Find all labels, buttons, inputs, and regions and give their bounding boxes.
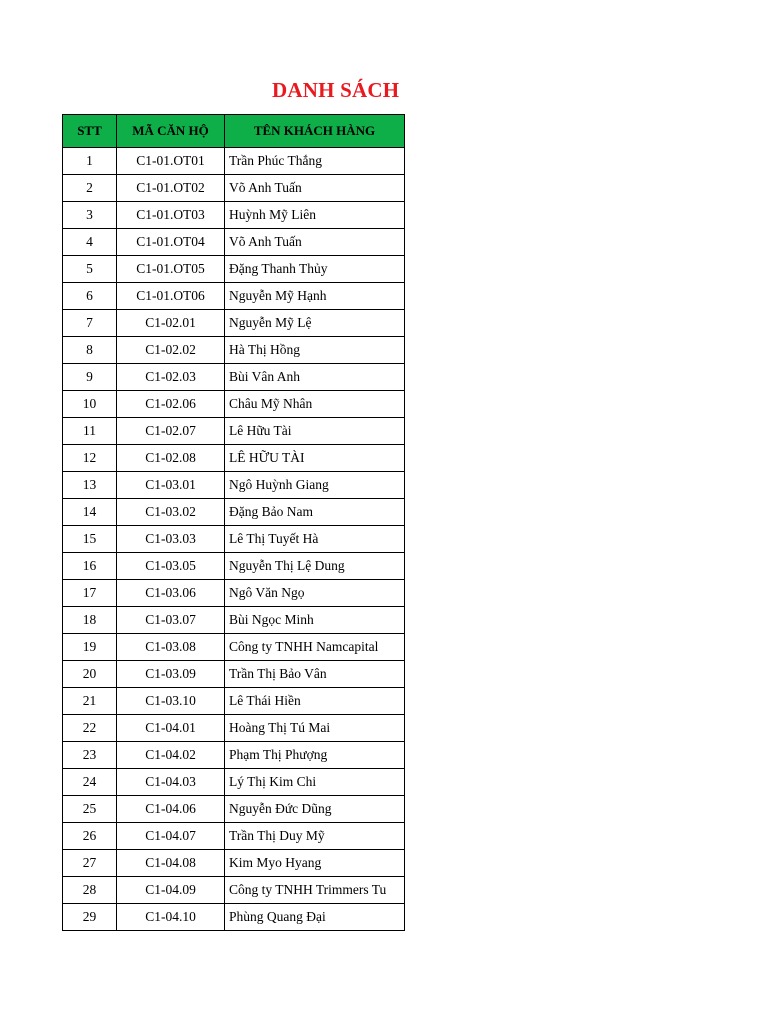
cell-ma-can-ho: C1-03.05 — [117, 553, 225, 580]
cell-ten-khach-hang: LÊ HỮU TÀI — [225, 445, 405, 472]
cell-stt: 17 — [63, 580, 117, 607]
cell-ma-can-ho: C1-04.02 — [117, 742, 225, 769]
cell-ma-can-ho: C1-04.06 — [117, 796, 225, 823]
cell-ma-can-ho: C1-02.01 — [117, 310, 225, 337]
cell-ma-can-ho: C1-04.07 — [117, 823, 225, 850]
cell-stt: 13 — [63, 472, 117, 499]
cell-ma-can-ho: C1-03.09 — [117, 661, 225, 688]
cell-stt: 27 — [63, 850, 117, 877]
cell-stt: 16 — [63, 553, 117, 580]
cell-ten-khach-hang: Võ Anh Tuấn — [225, 229, 405, 256]
cell-ma-can-ho: C1-04.10 — [117, 904, 225, 931]
table-row — [63, 877, 405, 904]
cell-ma-can-ho: C1-01.OT04 — [117, 229, 225, 256]
cell-ten-khach-hang: Lý Thị Kim Chi — [225, 769, 405, 796]
cell-ma-can-ho: C1-03.07 — [117, 607, 225, 634]
cell-stt: 14 — [63, 499, 117, 526]
cell-ten-khach-hang: Hà Thị Hồng — [225, 337, 405, 364]
cell-ten-khach-hang: Lê Thái Hiền — [225, 688, 405, 715]
cell-stt: 9 — [63, 364, 117, 391]
cell-ten-khach-hang: Phạm Thị Phượng — [225, 742, 405, 769]
table-row — [63, 283, 405, 310]
table-row — [63, 337, 405, 364]
cell-ma-can-ho: C1-04.03 — [117, 769, 225, 796]
cell-ten-khach-hang: Lê Thị Tuyết Hà — [225, 526, 405, 553]
customer-table — [62, 114, 405, 931]
cell-ma-can-ho: C1-04.09 — [117, 877, 225, 904]
cell-ma-can-ho: C1-01.OT03 — [117, 202, 225, 229]
cell-stt: 5 — [63, 256, 117, 283]
cell-ten-khach-hang: Kim Myo Hyang — [225, 850, 405, 877]
cell-stt: 29 — [63, 904, 117, 931]
page-title: DANH SÁCH — [272, 78, 400, 102]
table-row — [63, 769, 405, 796]
cell-stt: 4 — [63, 229, 117, 256]
cell-ten-khach-hang: Công ty TNHH Trimmers Tu — [225, 877, 405, 904]
cell-stt: 3 — [63, 202, 117, 229]
cell-ma-can-ho: C1-03.06 — [117, 580, 225, 607]
cell-ma-can-ho: C1-03.03 — [117, 526, 225, 553]
table-row — [63, 526, 405, 553]
column-header-ma-can-ho: MÃ CĂN HỘ — [117, 115, 225, 148]
cell-stt: 24 — [63, 769, 117, 796]
cell-ten-khach-hang: Trần Thị Duy Mỹ — [225, 823, 405, 850]
table-row — [63, 445, 405, 472]
cell-ten-khach-hang: Công ty TNHH Namcapital — [225, 634, 405, 661]
table-row — [63, 796, 405, 823]
cell-ma-can-ho: C1-02.08 — [117, 445, 225, 472]
table-row — [63, 364, 405, 391]
cell-stt: 19 — [63, 634, 117, 661]
cell-ten-khach-hang: Nguyễn Mỹ Hạnh — [225, 283, 405, 310]
column-header-ten-khach-hang: TÊN KHÁCH HÀNG — [225, 115, 405, 148]
cell-ten-khach-hang: Nguyễn Đức Dũng — [225, 796, 405, 823]
cell-stt: 1 — [63, 148, 117, 175]
table-row — [63, 175, 405, 202]
column-header-stt: STT — [63, 115, 117, 148]
table-row — [63, 688, 405, 715]
cell-ma-can-ho: C1-04.08 — [117, 850, 225, 877]
cell-ten-khach-hang: Nguyễn Mỹ Lệ — [225, 310, 405, 337]
table-row — [63, 229, 405, 256]
cell-ma-can-ho: C1-01.OT01 — [117, 148, 225, 175]
table-row — [63, 148, 405, 175]
cell-ten-khach-hang: Trần Phúc Thắng — [225, 148, 405, 175]
cell-stt: 25 — [63, 796, 117, 823]
table-row — [63, 580, 405, 607]
cell-ten-khach-hang: Đặng Thanh Thủy — [225, 256, 405, 283]
table-row — [63, 850, 405, 877]
cell-stt: 23 — [63, 742, 117, 769]
table-row — [63, 823, 405, 850]
table-row — [63, 256, 405, 283]
table-row — [63, 553, 405, 580]
cell-ten-khach-hang: Lê Hữu Tài — [225, 418, 405, 445]
table-row — [63, 742, 405, 769]
cell-stt: 21 — [63, 688, 117, 715]
cell-stt: 20 — [63, 661, 117, 688]
table-row — [63, 607, 405, 634]
table-row — [63, 418, 405, 445]
cell-ten-khach-hang: Phùng Quang Đại — [225, 904, 405, 931]
cell-ten-khach-hang: Võ Anh Tuấn — [225, 175, 405, 202]
cell-ten-khach-hang: Châu Mỹ Nhân — [225, 391, 405, 418]
cell-ten-khach-hang: Đặng Bảo Nam — [225, 499, 405, 526]
table-row — [63, 202, 405, 229]
table-row — [63, 715, 405, 742]
cell-stt: 18 — [63, 607, 117, 634]
cell-stt: 2 — [63, 175, 117, 202]
cell-ma-can-ho: C1-03.08 — [117, 634, 225, 661]
cell-ma-can-ho: C1-04.01 — [117, 715, 225, 742]
cell-stt: 10 — [63, 391, 117, 418]
cell-stt: 28 — [63, 877, 117, 904]
cell-stt: 22 — [63, 715, 117, 742]
cell-stt: 11 — [63, 418, 117, 445]
table-body — [63, 148, 405, 931]
table-row — [63, 391, 405, 418]
cell-ma-can-ho: C1-03.10 — [117, 688, 225, 715]
cell-ten-khach-hang: Trần Thị Bảo Vân — [225, 661, 405, 688]
cell-ten-khach-hang: Nguyễn Thị Lệ Dung — [225, 553, 405, 580]
table-row — [63, 310, 405, 337]
cell-ten-khach-hang: Bùi Ngọc Minh — [225, 607, 405, 634]
cell-ma-can-ho: C1-03.02 — [117, 499, 225, 526]
cell-ten-khach-hang: Ngô Văn Ngọ — [225, 580, 405, 607]
table-row — [63, 634, 405, 661]
cell-ten-khach-hang: Ngô Huỳnh Giang — [225, 472, 405, 499]
cell-ma-can-ho: C1-02.03 — [117, 364, 225, 391]
cell-ma-can-ho: C1-01.OT05 — [117, 256, 225, 283]
cell-ma-can-ho: C1-02.02 — [117, 337, 225, 364]
table-row — [63, 499, 405, 526]
cell-stt: 15 — [63, 526, 117, 553]
cell-stt: 7 — [63, 310, 117, 337]
cell-stt: 6 — [63, 283, 117, 310]
cell-ma-can-ho: C1-02.06 — [117, 391, 225, 418]
cell-ma-can-ho: C1-03.01 — [117, 472, 225, 499]
table-row — [63, 904, 405, 931]
cell-ten-khach-hang: Hoàng Thị Tú Mai — [225, 715, 405, 742]
cell-stt: 8 — [63, 337, 117, 364]
cell-ma-can-ho: C1-02.07 — [117, 418, 225, 445]
cell-stt: 12 — [63, 445, 117, 472]
cell-ten-khach-hang: Bùi Vân Anh — [225, 364, 405, 391]
cell-stt: 26 — [63, 823, 117, 850]
table-row — [63, 472, 405, 499]
cell-ma-can-ho: C1-01.OT06 — [117, 283, 225, 310]
table-header-row — [63, 115, 405, 148]
cell-ma-can-ho: C1-01.OT02 — [117, 175, 225, 202]
table-row — [63, 661, 405, 688]
cell-ten-khach-hang: Huỳnh Mỹ Liên — [225, 202, 405, 229]
